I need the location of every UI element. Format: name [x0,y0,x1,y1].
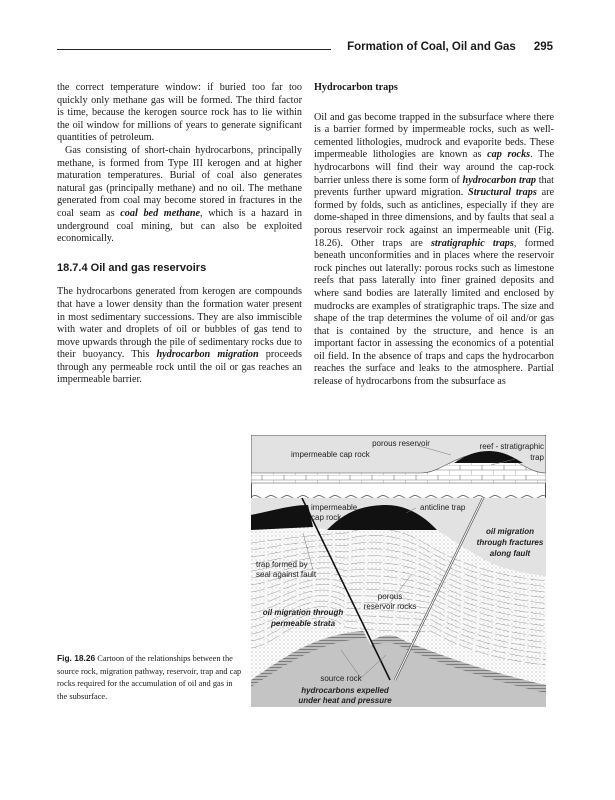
label-fracture-migration: oil migration [486,527,534,536]
text-run: Gas consisting of short-chain hydrocarbons, principally methane, is formed from Type III kerogen and at higher maturation temperatures. Burial of coal also generates natural gas (principally methane) and no oil. The methane generated from coal may become stored in fractures in the coal seam as [57,144,302,219]
key-term: hydrocarbon migration [156,349,259,361]
label-reservoir-rocks: reservoir rocks [363,602,417,611]
key-term: stratigraphic traps [430,237,514,249]
label-source-rock: source rock [320,674,362,683]
label-porous-reservoir: porous reservoir [372,439,430,448]
header-rule [57,49,331,50]
paragraph [57,145,302,246]
left-column [57,82,302,387]
text-run: , which is a hazard in underground coal mining, but can also be exploited economically. [57,207,302,245]
caption-text: Cartoon of the relationships between the source rock, migration pathway, reservoir, trap and cap rocks required for the accumulation of oil and gas in the subsurface. [57,654,242,701]
label-impermeable: impermeable [311,503,358,512]
text-run: , formed beneath unconformities and in places where the reservoir rock pinches out laterally: porous rocks such as limestone reefs that pass laterally into finer grained deposits and where sand bodies are laterally limited and enclosed by mudrocks are examples of stratigraphic traps. The size and shape of the trap determines the volume of oil and/or gas that is contained by the structure, and hence is an important factor in assessing the economics of a potential oil field. In the absence of traps and caps the hydrocarbon reaches the surface and leaks to the atmosphere. Partial release of hydrocarbons from the subsurface as [314,237,555,388]
key-term: cap rocks [487,149,531,161]
text-run: The hydrocarbons generated from kerogen are compounds that have a lower density than the formation water present in most sedimentary successions. They are also immiscible with water and droplets of oil or bubbles of gas tend to move upwards through the pile of sedimentary rocks due to their buoyancy. This [57,286,302,361]
page-number: 295 [533,41,553,53]
label-fracture-migration-3: along fault [489,549,531,558]
figure-hydrocarbon-traps [251,435,546,707]
label-hydrocarbons-expelled-2: under heat and pressure [298,696,392,705]
figure-caption [57,652,242,703]
text-run: are formed by folds, such as anticlines, especially if they are dome-shaped in three dimensions, and by faults that seal a porous reservoir rock against an impermeable unit (Fig. 18.26). Other traps are [314,187,555,249]
text-run: . The hydrocarbons will find their way around the cap-rock barrier unless there is some form of [314,149,554,186]
label-cap-rock: cap rock [311,513,342,522]
label-anticline-trap: anticline trap [420,503,466,512]
chapter-title: Formation of Coal, Oil and Gas [347,41,516,53]
section-heading: 18.7.4 Oil and gas reservoirs [57,261,207,274]
running-head [347,41,553,53]
label-fault-trap: trap formed by [256,560,308,569]
label-hydrocarbons-expelled: hydrocarbons expelled [301,686,389,695]
paragraph [314,112,554,389]
paragraph [57,82,302,145]
key-term: Structural traps [468,187,537,199]
paragraph [57,286,302,387]
caption-label: Fig. 18.26 [57,653,96,663]
label-strata-migration: oil migration through [262,608,344,617]
label-fault-trap-2: seal against fault [256,570,317,579]
label-fracture-migration-2: through fractures [476,538,544,547]
label-impermeable-cap-rock: impermeable cap rock [291,450,370,459]
key-term: coal bed methane [120,207,201,219]
subsection-heading: Hydrocarbon traps [314,82,398,93]
label-reef-trap: reef - stratigraphic [479,442,544,451]
right-column [314,82,554,389]
label-porous: porous [377,592,403,601]
text-run: that prevents further upward migration. [314,174,555,199]
key-term: hydrocarbon trap [462,174,537,186]
text-run: the correct temperature window: if buried too far too quickly only methane gas will be formed. The third factor is time, because the kerogen source rock has to lie within the oil window for millions of years to generate significant quantities of petroleum. [57,82,302,144]
label-reef-trap-2: trap [530,453,544,462]
text-run: proceeds through any permeable rock until the oil or gas reaches an impermeable barrier. [57,349,302,386]
figure-illustration [251,435,546,707]
text-run: Oil and gas become trapped in the subsurface where there is a barrier formed by impermeable rocks, such as well-cemented lithologies, mudrock and evaporite beds. These impermeable lithologies are known as [314,111,554,161]
label-strata-migration-2: permeable strata [270,619,336,628]
